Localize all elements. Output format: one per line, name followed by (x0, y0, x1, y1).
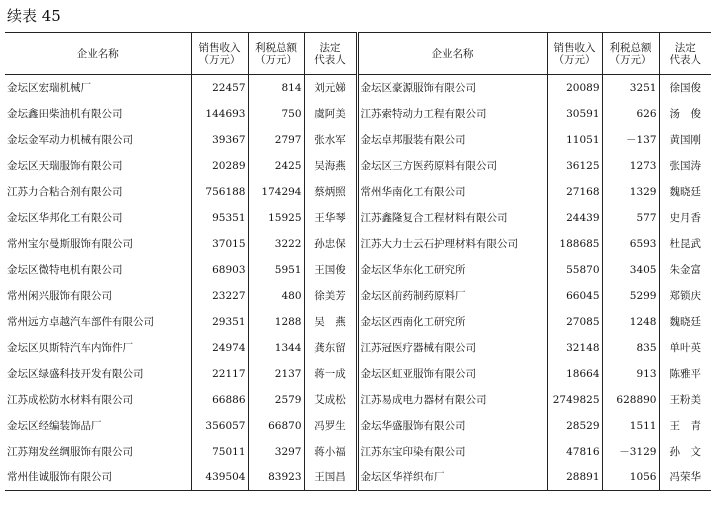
right-legal-rep: 陈雅平 (659, 361, 711, 387)
right-legal-rep: 冯荣华 (659, 465, 711, 491)
right-tax-value: 1329 (602, 179, 659, 205)
left-legal-rep: 刘元娣 (304, 75, 357, 101)
right-company-name: 金坛区豪源服饰有限公司 (357, 75, 547, 101)
right-company-name: 金坛区前药制药原料厂 (357, 283, 547, 309)
left-sales-value: 23227 (191, 283, 248, 309)
right-tax-value: 3405 (602, 257, 659, 283)
right-company-name: 江苏东宝印染有限公司 (357, 439, 547, 465)
left-company-name: 金坛区宏瑞机械厂 (7, 81, 91, 94)
left-sales-value: 20289 (191, 153, 248, 179)
left-company-name: 常州远方卓越汽车部件有限公司 (7, 315, 154, 328)
left-company-name: 金坛区华邦化工有限公司 (7, 211, 123, 224)
left-tax-value: 1344 (248, 335, 304, 361)
left-tax-value: 2137 (248, 361, 304, 387)
right-company-name: 江苏大力士云石护理材料有限公司 (357, 231, 547, 257)
right-sales-value: 47816 (547, 439, 602, 465)
right-sales-value: 28891 (547, 465, 602, 491)
right-company-name: 金坛区华祥织布厂 (357, 465, 547, 491)
left-sales-value: 22457 (191, 75, 248, 101)
right-legal-rep: 郑锁庆 (659, 283, 711, 309)
left-tax-value: 15925 (248, 205, 304, 231)
table-row (5, 75, 711, 101)
left-sales-value: 29351 (191, 309, 248, 335)
right-sales-value: 28529 (547, 413, 602, 439)
right-sales-value: 66045 (547, 283, 602, 309)
right-sales-value: 188685 (547, 231, 602, 257)
header-sales-left: 销售收入 （万元） (191, 33, 248, 75)
table-row (5, 283, 711, 309)
right-sales-value: 24439 (547, 205, 602, 231)
header-company-right: 企业名称 (357, 33, 547, 75)
left-company-name: 常州佳诚服饰有限公司 (5, 465, 191, 491)
left-tax-value: 174294 (248, 179, 304, 205)
left-legal-rep: 龚东留 (304, 335, 357, 361)
table-row (5, 231, 711, 257)
right-sales-value: 55870 (547, 257, 602, 283)
table-row (5, 205, 711, 231)
table-row (5, 257, 711, 283)
left-sales-value: 356057 (191, 413, 248, 439)
table-header-row (5, 33, 711, 75)
left-tax-value: 2579 (248, 387, 304, 413)
enterprise-table (5, 32, 711, 491)
header-tax-right: 利税总额 （万元） (602, 33, 659, 75)
right-tax-value: 1511 (602, 413, 659, 439)
left-tax-value: 750 (248, 101, 304, 127)
right-company-name: 江苏鑫隆复合工程材料有限公司 (357, 205, 547, 231)
left-sales-value: 439504 (191, 465, 248, 491)
right-tax-value: 1273 (602, 153, 659, 179)
left-legal-rep: 吴 燕 (304, 309, 357, 335)
right-tax-value: 3251 (602, 75, 659, 101)
right-tax-value: －3129 (602, 439, 659, 465)
right-tax-value: 913 (602, 361, 659, 387)
right-company-name: 江苏冠医疗器械有限公司 (357, 335, 547, 361)
right-legal-rep: 魏晓廷 (659, 179, 711, 205)
right-legal-rep: 张国涛 (659, 153, 711, 179)
left-sales-value: 24974 (191, 335, 248, 361)
left-legal-rep: 王国俊 (304, 257, 357, 283)
left-company-name: 金坛区微特电机有限公司 (7, 263, 123, 276)
left-legal-rep: 王华琴 (304, 205, 357, 231)
right-legal-rep: 孙 文 (659, 439, 711, 465)
left-tax-value: 814 (248, 75, 304, 101)
table-row (5, 179, 711, 205)
left-sales-value: 756188 (191, 179, 248, 205)
table-row (5, 439, 711, 465)
table-body (5, 75, 711, 491)
left-tax-value: 5951 (248, 257, 304, 283)
right-tax-value: 1056 (602, 465, 659, 491)
table-row (5, 465, 711, 491)
left-sales-value: 75011 (191, 439, 248, 465)
right-sales-value: 18664 (547, 361, 602, 387)
right-tax-value: 628890 (602, 387, 659, 413)
left-sales-value: 95351 (191, 205, 248, 231)
left-legal-rep: 蔡炳照 (304, 179, 357, 205)
left-legal-rep: 冯罗生 (304, 413, 357, 439)
table-row (5, 361, 711, 387)
right-company-name: 金坛区华东化工研究所 (357, 257, 547, 283)
left-company-name: 金坛金军动力机械有限公司 (7, 133, 133, 146)
left-company-name: 常州宝尔曼斯服饰有限公司 (7, 237, 133, 250)
left-tax-value: 3222 (248, 231, 304, 257)
right-sales-value: 27085 (547, 309, 602, 335)
left-company-name: 金坛鑫田柴油机有限公司 (7, 107, 123, 120)
right-tax-value: 1248 (602, 309, 659, 335)
left-sales-value: 39367 (191, 127, 248, 153)
right-company-name: 常州华南化工有限公司 (357, 179, 547, 205)
table-row (5, 387, 711, 413)
left-tax-value: 66870 (248, 413, 304, 439)
left-legal-rep: 吴海燕 (304, 153, 357, 179)
left-legal-rep: 张水军 (304, 127, 357, 153)
left-company-name: 金坛区经编装饰品厂 (7, 419, 102, 432)
right-tax-value: 5299 (602, 283, 659, 309)
left-legal-rep: 艾成松 (304, 387, 357, 413)
right-legal-rep: 朱金富 (659, 257, 711, 283)
left-sales-value: 37015 (191, 231, 248, 257)
right-sales-value: 2749825 (547, 387, 602, 413)
right-legal-rep: 徐国俊 (659, 75, 711, 101)
right-tax-value: 6593 (602, 231, 659, 257)
right-sales-value: 36125 (547, 153, 602, 179)
left-sales-value: 68903 (191, 257, 248, 283)
right-legal-rep: 魏晓廷 (659, 309, 711, 335)
left-company-name: 金坛区贝斯特汽车内饰件厂 (7, 341, 133, 354)
table-row (5, 309, 711, 335)
right-company-name: 金坛卓邦服装有限公司 (357, 127, 547, 153)
left-legal-rep: 徐美芳 (304, 283, 357, 309)
left-company-name: 江苏力合粘合剂有限公司 (7, 185, 123, 198)
right-company-name: 金坛区三方医药原料有限公司 (357, 153, 547, 179)
right-tax-value: －137 (602, 127, 659, 153)
header-rep-left: 法定 代表人 (304, 33, 357, 75)
header-company-left: 企业名称 (5, 33, 191, 75)
right-sales-value: 20089 (547, 75, 602, 101)
left-tax-value: 2425 (248, 153, 304, 179)
right-company-name: 江苏索特动力工程有限公司 (357, 101, 547, 127)
left-legal-rep: 孙忠保 (304, 231, 357, 257)
right-company-name: 金坛华盛服饰有限公司 (357, 413, 547, 439)
right-tax-value: 577 (602, 205, 659, 231)
left-tax-value: 1288 (248, 309, 304, 335)
left-company-name: 金坛区绿盛科技开发有限公司 (7, 367, 144, 380)
right-legal-rep: 史月香 (659, 205, 711, 231)
left-sales-value: 66886 (191, 387, 248, 413)
table-row (5, 335, 711, 361)
left-tax-value: 3297 (248, 439, 304, 465)
right-legal-rep: 单叶英 (659, 335, 711, 361)
right-legal-rep: 王 青 (659, 413, 711, 439)
header-tax-left: 利税总额 （万元） (248, 33, 304, 75)
right-company-name: 江苏易成电力器材有限公司 (357, 387, 547, 413)
page-title: 续表 45 (7, 7, 61, 25)
left-company-name: 常州闲兴服饰有限公司 (7, 289, 112, 302)
left-legal-rep: 蒋小福 (304, 439, 357, 465)
right-sales-value: 27168 (547, 179, 602, 205)
table-row (5, 413, 711, 439)
right-sales-value: 30591 (547, 101, 602, 127)
left-legal-rep: 王国昌 (304, 465, 357, 491)
table-row (5, 153, 711, 179)
right-company-name: 金坛区西南化工研究所 (357, 309, 547, 335)
table-row (5, 127, 711, 153)
header-rep-right: 法定 代表人 (659, 33, 711, 75)
left-tax-value: 480 (248, 283, 304, 309)
right-sales-value: 11051 (547, 127, 602, 153)
left-company-name: 江苏翔发丝绸服饰有限公司 (7, 445, 133, 458)
left-legal-rep: 蒋一成 (304, 361, 357, 387)
right-legal-rep: 王粉美 (659, 387, 711, 413)
table-row (5, 101, 711, 127)
left-company-name: 金坛区天瑞服饰有限公司 (7, 159, 123, 172)
right-legal-rep: 杜昆武 (659, 231, 711, 257)
right-tax-value: 835 (602, 335, 659, 361)
left-company-name: 江苏成松防水材料有限公司 (7, 393, 133, 406)
left-tax-value: 2797 (248, 127, 304, 153)
right-legal-rep: 黄国刚 (659, 127, 711, 153)
right-sales-value: 32148 (547, 335, 602, 361)
left-sales-value: 144693 (191, 101, 248, 127)
right-legal-rep: 汤 俊 (659, 101, 711, 127)
right-tax-value: 626 (602, 101, 659, 127)
left-tax-value: 83923 (248, 465, 304, 491)
header-sales-right: 销售收入 （万元） (547, 33, 602, 75)
right-company-name: 金坛区虹亚服饰有限公司 (357, 361, 547, 387)
left-sales-value: 22117 (191, 361, 248, 387)
left-legal-rep: 虞阿美 (304, 101, 357, 127)
